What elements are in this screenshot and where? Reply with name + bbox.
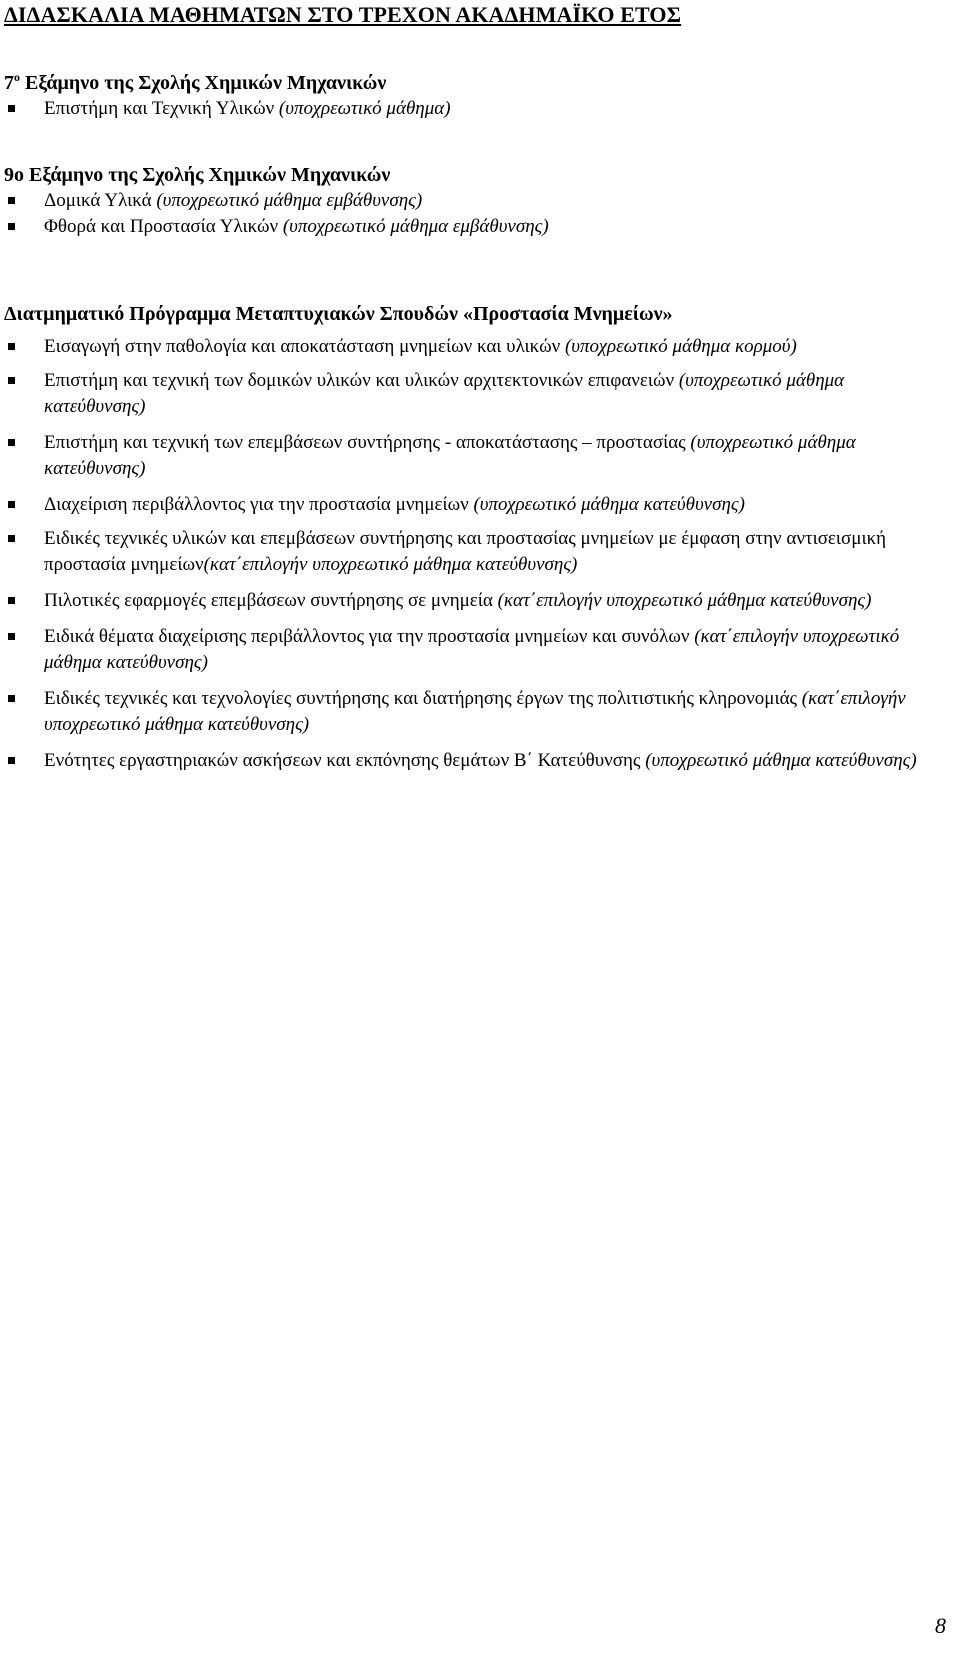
square-bullet-icon <box>8 535 15 542</box>
list-item <box>4 492 934 518</box>
section-heading-text: Εξάμηνο της Σχολής Χημικών Μηχανικών <box>20 72 387 94</box>
course-note: (κατ΄επιλογήν υποχρεωτικό μάθημα κατεύθυνσης) <box>497 590 872 611</box>
list-item <box>4 588 934 614</box>
square-bullet-icon <box>8 695 15 702</box>
list-item <box>4 214 934 240</box>
list-item <box>4 686 934 738</box>
course-list <box>4 96 934 122</box>
course-name: Φθορά και Προστασία Υλικών <box>44 216 283 237</box>
section-7th-semester <box>4 70 934 122</box>
section-postgraduate-programme <box>4 301 934 774</box>
course-note: (κατ΄επιλογήν υποχρεωτικό μάθημα κατεύθυνσης) <box>44 688 906 735</box>
course-list <box>4 334 934 774</box>
list-item <box>4 368 934 420</box>
course-name: Ενότητες εργαστηριακών ασκήσεων και εκπόνησης θεμάτων Β΄ Κατεύθυνσης <box>44 750 646 771</box>
square-bullet-icon <box>8 633 15 640</box>
square-bullet-icon <box>8 223 15 230</box>
list-item <box>4 526 934 578</box>
page-number: 8 <box>935 1613 946 1638</box>
course-name: Ειδικές τεχνικές και τεχνολογίες συντήρησης και διατήρησης έργων της πολιτιστικής κληρονομιάς <box>44 688 802 709</box>
course-name: Διαχείριση περιβάλλοντος για την προστασία μνημείων <box>44 494 474 515</box>
square-bullet-icon <box>8 197 15 204</box>
list-item <box>4 624 934 676</box>
course-note: (υποχρεωτικό μάθημα κορμού) <box>564 336 797 357</box>
course-note: (υποχρεωτικό μάθημα κατεύθυνσης) <box>44 432 856 479</box>
square-bullet-icon <box>8 105 15 112</box>
section-heading <box>4 70 934 96</box>
list-item <box>4 748 934 774</box>
course-name: Ειδικά θέματα διαχείρισης περιβάλλοντος για την προστασία μνημείων και συνόλων <box>44 626 695 647</box>
semester-number: 7 <box>4 72 14 94</box>
course-note: (κατ΄επιλογήν υποχρεωτικό μάθημα κατεύθυνσης) <box>203 554 578 575</box>
course-note: (κατ΄επιλογήν υποχρεωτικό μάθημα κατεύθυνσης) <box>44 626 900 673</box>
course-name: Ειδικές τεχνικές υλικών και επεμβάσεων συντήρησης και προστασίας μνημείων με έμφαση στην αντισεισμική προστασία μνημείων <box>44 528 887 575</box>
square-bullet-icon <box>8 597 15 604</box>
section-heading: 9ο Εξάμηνο της Σχολής Χημικών Μηχανικών <box>4 164 391 186</box>
course-name: Δομικά Υλικά <box>44 190 157 211</box>
course-note: (υποχρεωτικό μάθημα κατεύθυνσης) <box>44 370 845 417</box>
ordinal-superscript: ο <box>14 70 20 84</box>
course-note: (υποχρεωτικό μάθημα εμβάθυνσης) <box>282 216 549 237</box>
course-name: Πιλοτικές εφαρμογές επεμβάσεων συντήρησης σε μνημεία <box>44 590 498 611</box>
square-bullet-icon <box>8 439 15 446</box>
list-item <box>4 96 934 122</box>
square-bullet-icon <box>8 377 15 384</box>
square-bullet-icon <box>8 343 15 350</box>
list-item <box>4 334 934 360</box>
list-item <box>4 430 934 482</box>
course-name: Εισαγωγή στην παθολογία και αποκατάσταση μνημείων και υλικών <box>44 336 565 357</box>
section-heading: Διατμηματικό Πρόγραμμα Μεταπτυχιακών Σπουδών «Προστασία Μνημείων» <box>4 303 673 325</box>
page-title: ΔΙΔΑΣΚΑΛΙΑ ΜΑΘΗΜΑΤΩΝ ΣΤΟ ΤΡΕΧΟΝ ΑΚΑΔΗΜΑΪΚΟ ΕΤΟΣ <box>4 2 682 27</box>
course-note: (υποχρεωτικό μάθημα εμβάθυνσης) <box>156 190 423 211</box>
course-list <box>4 188 934 240</box>
course-name: Επιστήμη και τεχνική των δομικών υλικών και υλικών αρχιτεκτονικών επιφανειών <box>44 370 679 391</box>
course-note: (υποχρεωτικό μάθημα κατεύθυνσης) <box>473 494 745 515</box>
course-note: (υποχρεωτικό μάθημα) <box>278 98 451 119</box>
course-name: Επιστήμη και Τεχνική Υλικών <box>44 98 279 119</box>
square-bullet-icon <box>8 757 15 764</box>
list-item <box>4 188 934 214</box>
square-bullet-icon <box>8 501 15 508</box>
course-name: Επιστήμη και τεχνική των επεμβάσεων συντήρησης - αποκατάστασης – προστασίας <box>44 432 691 453</box>
course-note: (υποχρεωτικό μάθημα κατεύθυνσης) <box>645 750 917 771</box>
section-9th-semester <box>4 162 934 240</box>
